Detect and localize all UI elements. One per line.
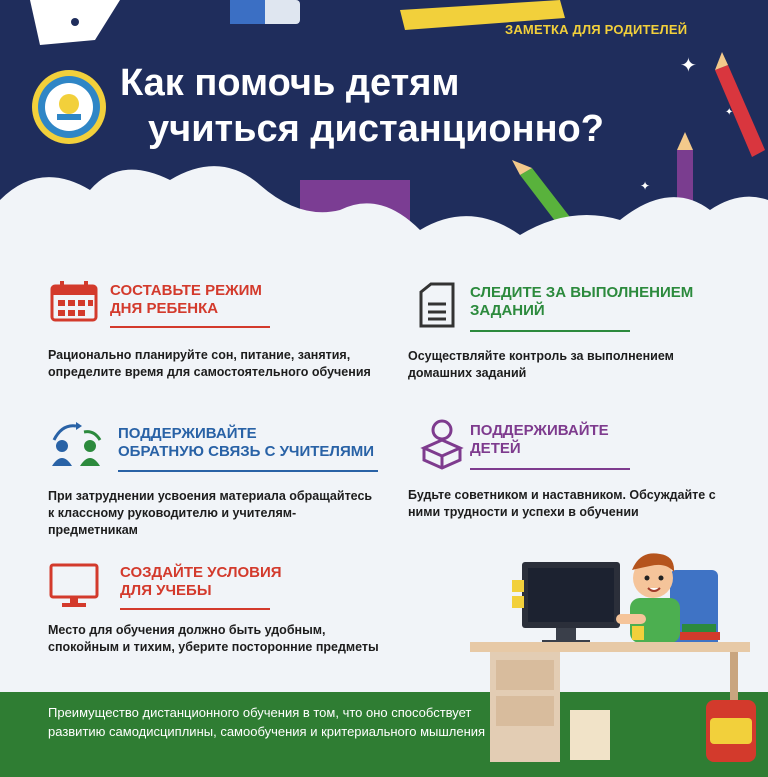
section-children-text: Будьте советником и наставником. Обсуждайте с ними трудности и успехи в обучении [408, 488, 716, 519]
section-regime-text: Рационально планируйте сон, питание, занятия, определите время для самостоятельного обучения [48, 348, 371, 379]
child-support-icon [420, 418, 464, 470]
parents-note-tag: ЗАМЕТКА ДЛЯ РОДИТЕЛЕЙ [505, 22, 688, 37]
page-title [120, 60, 604, 152]
clouds-decoration [0, 150, 768, 250]
child-at-desk-illustration [470, 540, 768, 777]
ministry-emblem-icon [30, 68, 108, 146]
header-banner [0, 0, 768, 250]
section-conditions-title: СОЗДАЙТЕ УСЛОВИЯ ДЛЯ УЧЕБЫ [120, 564, 282, 599]
section-feedback-underline [118, 470, 378, 472]
title-line-2: учиться дистанционно? [148, 108, 604, 150]
section-control-title: СЛЕДИТЕ ЗА ВЫПОЛНЕНИЕМ ЗАДАНИЙ [470, 284, 694, 319]
document-icon [418, 282, 456, 328]
monitor-icon [48, 562, 100, 608]
section-control-text: Осуществляйте контроль за выполнением домашних заданий [408, 349, 674, 380]
svg-text:✦: ✦ [640, 179, 651, 193]
footer-text: Преимущество дистанционного обучения в том, что оно способствует развитию самодисциплины, самообучения и критериального мышления [48, 705, 486, 739]
title-line-1: Как помочь детям [120, 62, 460, 104]
section-control-underline [470, 330, 630, 332]
section-feedback-title: ПОДДЕРЖИВАЙТЕ ОБРАТНУЮ СВЯЗЬ С УЧИТЕЛЯМИ [118, 425, 375, 460]
svg-text:✦: ✦ [725, 107, 734, 118]
section-children-title: ПОДДЕРЖИВАЙТЕ ДЕТЕЙ [470, 422, 609, 457]
people-feedback-icon [48, 420, 106, 470]
section-children-underline [470, 468, 630, 470]
section-conditions-text: Место для обучения должно быть удобным, спокойным и тихим, уберите посторонние предметы [48, 623, 379, 654]
section-regime-title: СОСТАВЬТЕ РЕЖИМ ДНЯ РЕБЕНКА [110, 282, 262, 317]
calendar-icon [50, 280, 98, 322]
section-regime-underline [110, 326, 270, 328]
svg-text:✦: ✦ [680, 53, 697, 77]
section-feedback-text: При затруднении усвоения материала обращайтесь к классному руководителю и учителям-предметникам [48, 489, 373, 537]
section-conditions-underline [120, 608, 270, 610]
